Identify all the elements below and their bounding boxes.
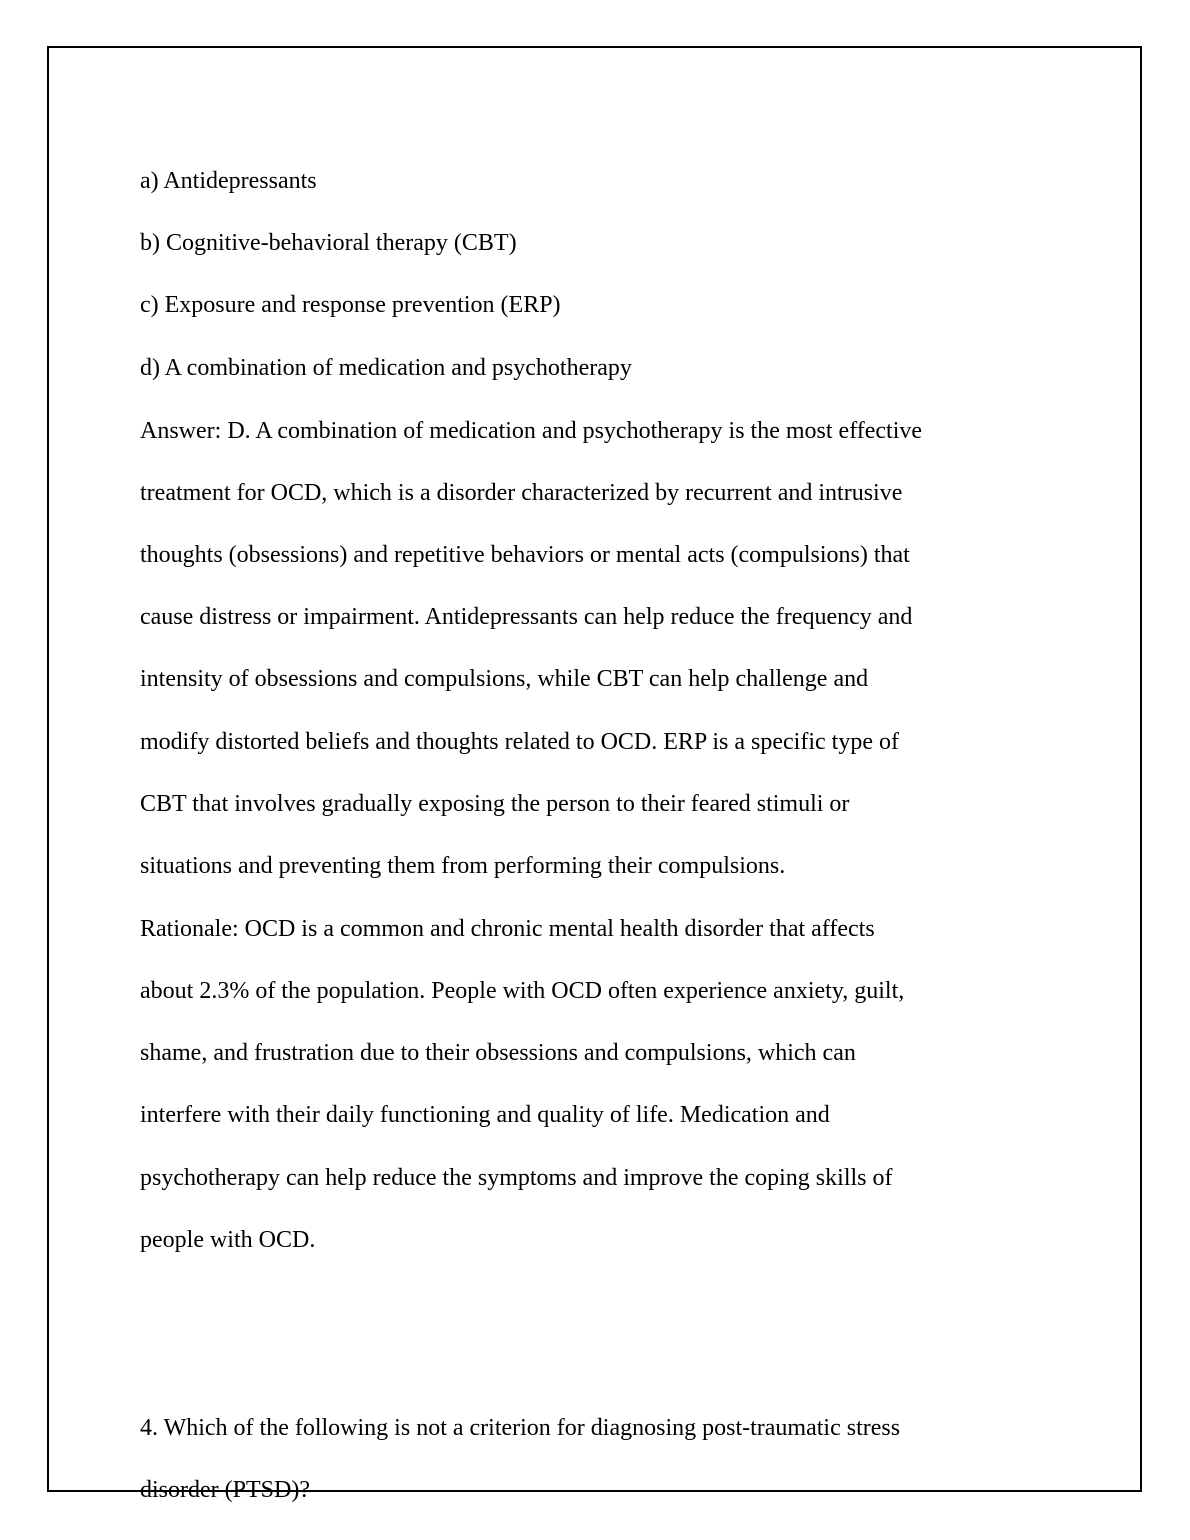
answer-line: situations and preventing them from performing their compulsions. bbox=[140, 853, 786, 879]
rationale-line: people with OCD. bbox=[140, 1227, 316, 1253]
answer-line: cause distress or impairment. Antidepressants can help reduce the frequency and bbox=[140, 604, 913, 630]
rationale-line: interfere with their daily functioning and quality of life. Medication and bbox=[140, 1102, 830, 1128]
option-b: b) Cognitive-behavioral therapy (CBT) bbox=[140, 230, 517, 256]
rationale-line: psychotherapy can help reduce the symptoms and improve the coping skills of bbox=[140, 1165, 893, 1191]
rationale-line: Rationale: OCD is a common and chronic mental health disorder that affects bbox=[140, 916, 875, 942]
answer-line: CBT that involves gradually exposing the person to their feared stimuli or bbox=[140, 791, 850, 817]
answer-line: intensity of obsessions and compulsions, while CBT can help challenge and bbox=[140, 666, 869, 692]
answer-line: thoughts (obsessions) and repetitive behaviors or mental acts (compulsions) that bbox=[140, 542, 910, 568]
option-a: a) Antidepressants bbox=[140, 168, 317, 194]
answer-line: modify distorted beliefs and thoughts related to OCD. ERP is a specific type of bbox=[140, 729, 899, 755]
question-4-line: 4. Which of the following is not a criterion for diagnosing post-traumatic stress bbox=[140, 1415, 901, 1441]
answer-line: treatment for OCD, which is a disorder characterized by recurrent and intrusive bbox=[140, 480, 903, 506]
option-d: d) A combination of medication and psychotherapy bbox=[140, 355, 632, 381]
answer-line: Answer: D. A combination of medication and psychotherapy is the most effective bbox=[140, 418, 923, 444]
page-border bbox=[47, 46, 1142, 1492]
rationale-line: shame, and frustration due to their obsessions and compulsions, which can bbox=[140, 1040, 856, 1066]
rationale-line: about 2.3% of the population. People with OCD often experience anxiety, guilt, bbox=[140, 978, 905, 1004]
option-c: c) Exposure and response prevention (ERP) bbox=[140, 292, 561, 318]
question-4-line: disorder (PTSD)? bbox=[140, 1477, 310, 1503]
